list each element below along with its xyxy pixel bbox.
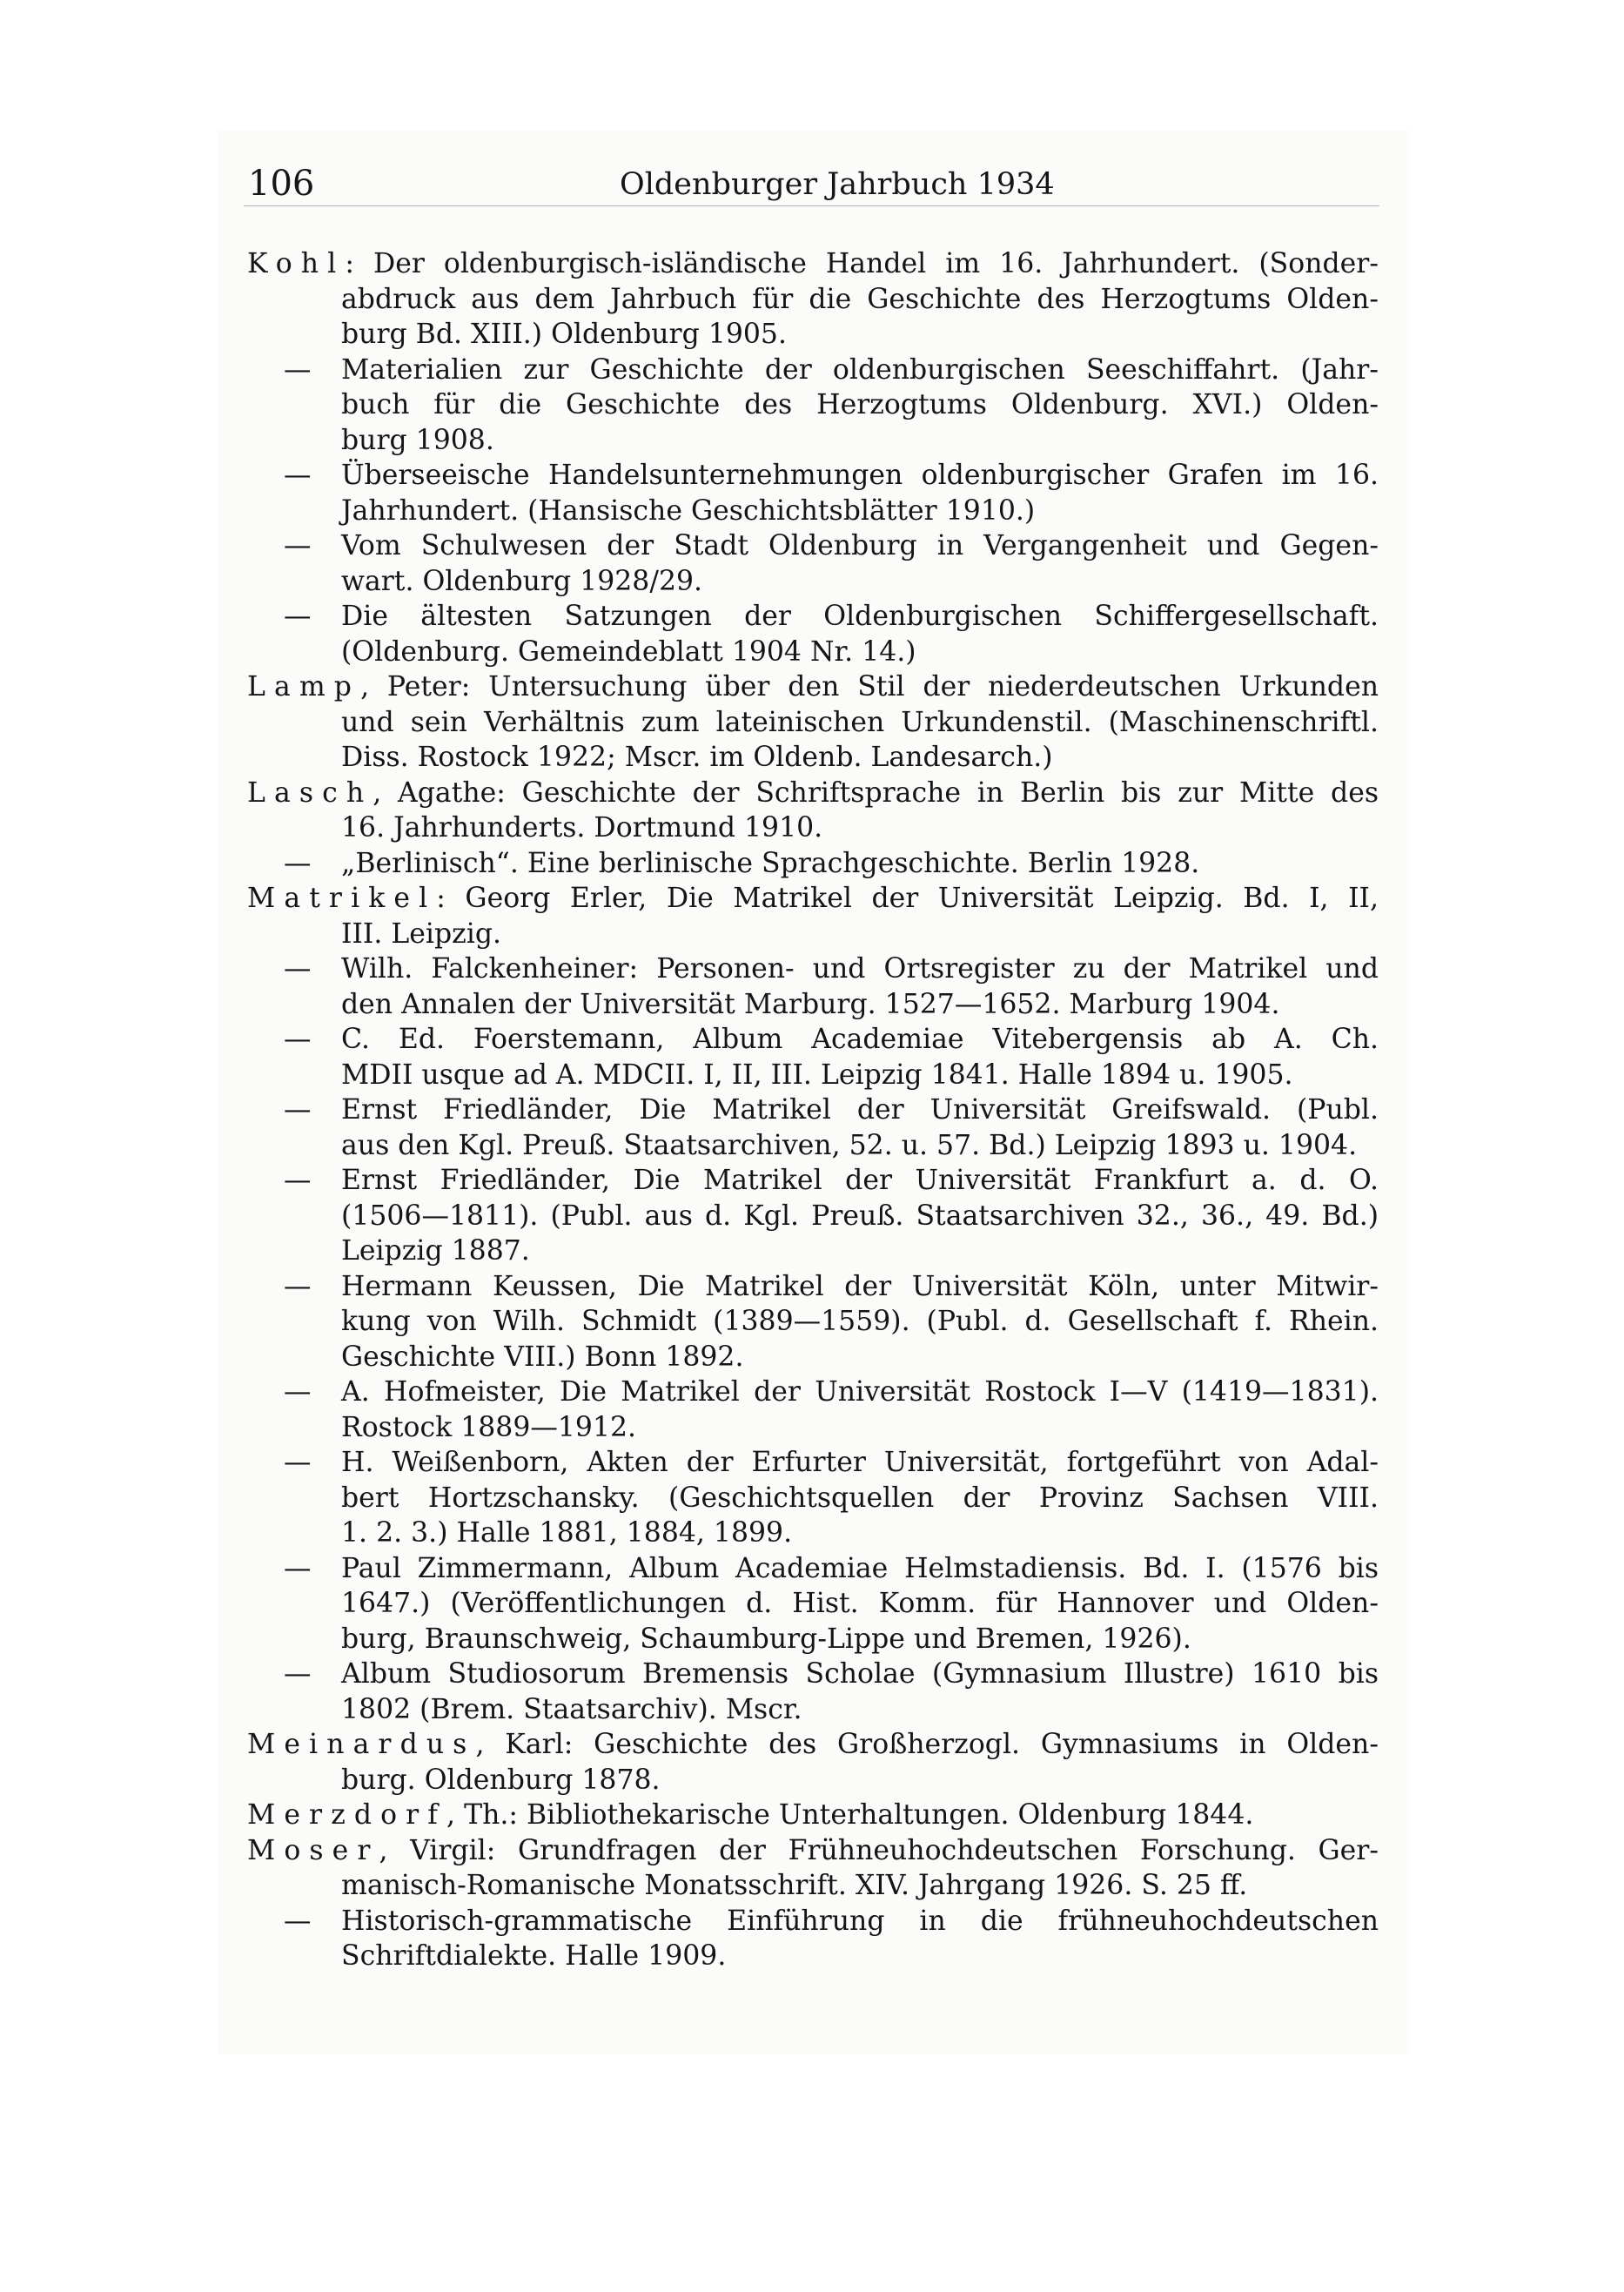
dash-marker: — [284,1024,312,1055]
header-rule [244,205,1379,206]
sub-entry [247,528,1379,599]
sub-entry-line: Paul Zimmermann, Album Academiae Helmstadiensis. Bd. I. (1576 bis [341,1552,1379,1584]
sub-entry [247,1163,1379,1269]
sub-entry-line: wart. Oldenburg 1928/29. [341,565,703,597]
bibliography-list [247,246,1379,1974]
dash-marker: — [284,460,312,491]
sub-entry-line: Wilh. Falckenheiner: Personen- und Ortsregister zu der Matrikel und [341,953,1379,985]
page-header [244,158,1379,209]
sub-entry-line: Materialien zur Geschichte der oldenburgischen Seeschiffahrt. (Jahr- [341,353,1379,386]
entry-text: : Georg Erler, Die Matrikel der Universität Leipzig. Bd. I, II, [436,883,1379,914]
author-name: Kohl [247,248,346,279]
entry-line: 16. Jahrhunderts. Dortmund 1910. [341,812,823,844]
sub-entry-line: burg, Braunschweig, Schaumburg-Lippe und Bremen, 1926). [341,1623,1191,1655]
bibliography-entry [247,1833,1379,1904]
sub-entry-line: Die ältesten Satzungen der Oldenburgischen Schiffergesellschaft. [341,601,1379,632]
entry-line [247,1727,1379,1763]
dash-marker: — [284,601,312,632]
bibliography-entry [247,246,1379,353]
sub-entry-line: Leipzig 1887. [341,1235,530,1267]
author-name: Matrikel [247,883,437,914]
sub-entry [247,951,1379,1022]
entry-line: burg. Oldenburg 1878. [341,1764,661,1796]
sub-entry-line: Überseeische Handelsunternehmungen oldenburgischer Grafen im 16. [341,460,1379,491]
dash-marker: — [284,1094,312,1126]
bibliography-entry [247,776,1379,846]
sub-entry-line: Ernst Friedländer, Die Matrikel der Universität Greifswald. (Publ. [341,1094,1379,1126]
sub-entry-line: Historisch-grammatische Einführung in die frühneuhochdeutschen [341,1905,1379,1937]
entry-line: burg Bd. XIII.) Oldenburg 1905. [341,319,787,350]
dash-marker: — [284,953,312,985]
dash-marker: — [284,1552,312,1584]
author-name: Lasch [247,776,373,809]
bibliography-entry [247,881,1379,951]
sub-entry-line: „Berlinisch“. Eine berlinische Sprachgeschichte. Berlin 1928. [341,847,1200,879]
sub-entry-line: Geschichte VIII.) Bonn 1892. [341,1341,744,1373]
dash-marker: — [284,1165,312,1196]
sub-entry-line: kung von Wilh. Schmidt (1389—1559). (Publ. d. Gesellschaft f. Rhein. [341,1306,1379,1337]
sub-entry-line: burg 1908. [341,424,494,456]
dash-marker: — [284,1447,312,1478]
sub-entry [247,1269,1379,1375]
sub-entry-line: 1. 2. 3.) Halle 1881, 1884, 1899. [341,1517,793,1549]
entry-line [247,881,1379,917]
author-name: Meinardus [247,1729,476,1760]
entry-text: , Karl: Geschichte des Großherzogl. Gymnasiums in Olden- [475,1729,1379,1760]
sub-entry [247,1092,1379,1163]
author-name: Lamp [247,671,361,702]
sub-entry [247,846,1379,882]
sub-entry-line: Vom Schulwesen der Stadt Oldenburg in Vergangenheit und Gegen- [341,530,1379,561]
sub-entry-line: aus den Kgl. Preuß. Staatsarchiven, 52. u. 57. Bd.) Leipzig 1893 u. 1904. [341,1129,1358,1161]
dash-marker: — [284,847,312,879]
sub-entry-line: Album Studiosorum Bremensis Scholae (Gymnasium Illustre) 1610 bis [341,1658,1379,1690]
sub-entry-line: C. Ed. Foerstemann, Album Academiae Vitebergensis ab A. Ch. [341,1024,1379,1055]
entry-line [247,669,1379,705]
sub-entry-line: A. Hofmeister, Die Matrikel der Universität Rostock I—V (1419—1831). [341,1376,1379,1408]
sub-entry-line: Schriftdialekte. Halle 1909. [341,1940,727,1972]
sub-entry [247,1904,1379,1974]
sub-entry [247,1022,1379,1092]
sub-entry-line: 1647.) (Veröffentlichungen d. Hist. Komm. für Hannover und Olden- [341,1588,1379,1619]
sub-entry [247,1657,1379,1727]
dash-marker: — [284,530,312,561]
sub-entry [247,1375,1379,1445]
sub-entry [247,353,1379,459]
running-title: Oldenburger Jahrbuch 1934 [620,167,1055,202]
sub-entry [247,458,1379,528]
entry-text: : Der oldenburgisch-isländische Handel im 16. Jahrhundert. (Sonder- [345,248,1379,279]
entry-text: , Th.: Bibliothekarische Unterhaltungen. Oldenburg 1844. [446,1799,1254,1831]
sub-entry [247,599,1379,669]
sub-entry-line: buch für die Geschichte des Herzogtums Oldenburg. XVI.) Olden- [341,389,1379,420]
entry-line [247,776,1379,811]
entry-line [247,1833,1379,1869]
entry-line: III. Leipzig. [341,917,502,950]
sub-entry-line: bert Hortzschansky. (Geschichtsquellen der Provinz Sachsen VIII. [341,1482,1379,1514]
entry-text: , Agathe: Geschichte der Schriftsprache in Berlin bis zur Mitte des [372,776,1379,809]
entry-text: , Peter: Untersuchung über den Stil der niederdeutschen Urkunden [360,671,1379,702]
sub-entry [247,1445,1379,1551]
sub-entry-line: H. Weißenborn, Akten der Erfurter Universität, fortgeführt von Adal- [341,1447,1379,1478]
sub-entry-line: MDII usque ad A. MDCII. I, II, III. Leipzig 1841. Halle 1894 u. 1905. [341,1059,1293,1091]
sub-entry [247,1551,1379,1657]
dash-marker: — [284,1905,312,1937]
author-name: Merzdorf [247,1799,447,1831]
entry-line: abdruck aus dem Jahrbuch für die Geschichte des Herzogtums Olden- [341,283,1379,315]
dash-marker: — [284,353,312,386]
bibliography-entry [247,1798,1379,1833]
page-number: 106 [248,164,315,204]
sub-entry-line: (1506—1811). (Publ. aus d. Kgl. Preuß. Staatsarchiven 32., 36., 49. Bd.) [341,1200,1379,1232]
bibliography-entry [247,1727,1379,1798]
dash-marker: — [284,1270,312,1302]
entry-line [247,1798,1379,1833]
dash-marker: — [284,1658,312,1690]
sub-entry-line: den Annalen der Universität Marburg. 1527—1652. Marburg 1904. [341,988,1280,1020]
sub-entry-line: Hermann Keussen, Die Matrikel der Universität Köln, unter Mitwir- [341,1270,1379,1302]
entry-text: , Virgil: Grundfragen der Frühneuhochdeutschen Forschung. Ger- [379,1834,1379,1866]
dash-marker: — [284,1376,312,1408]
sub-entry-line: Jahrhundert. (Hansische Geschichtsblätter 1910.) [341,494,1036,527]
sub-entry-line: (Oldenburg. Gemeindeblatt 1904 Nr. 14.) [341,635,916,668]
author-name: Moser [247,1834,379,1866]
entry-line [247,246,1379,282]
sub-entry-line: Ernst Friedländer, Die Matrikel der Universität Frankfurt a. d. O. [341,1165,1379,1196]
entry-line: manisch-Romanische Monatsschrift. XIV. Jahrgang 1926. S. 25 ff. [341,1870,1248,1901]
sub-entry-line: 1802 (Brem. Staatsarchiv). Mscr. [341,1693,802,1725]
sub-entry-line: Rostock 1889—1912. [341,1411,637,1443]
entry-line: und sein Verhältnis zum lateinischen Urkundenstil. (Maschinenschriftl. [341,706,1379,738]
entry-line: Diss. Rostock 1922; Mscr. im Oldenb. Landesarch.) [341,742,1053,773]
bibliography-entry [247,669,1379,776]
